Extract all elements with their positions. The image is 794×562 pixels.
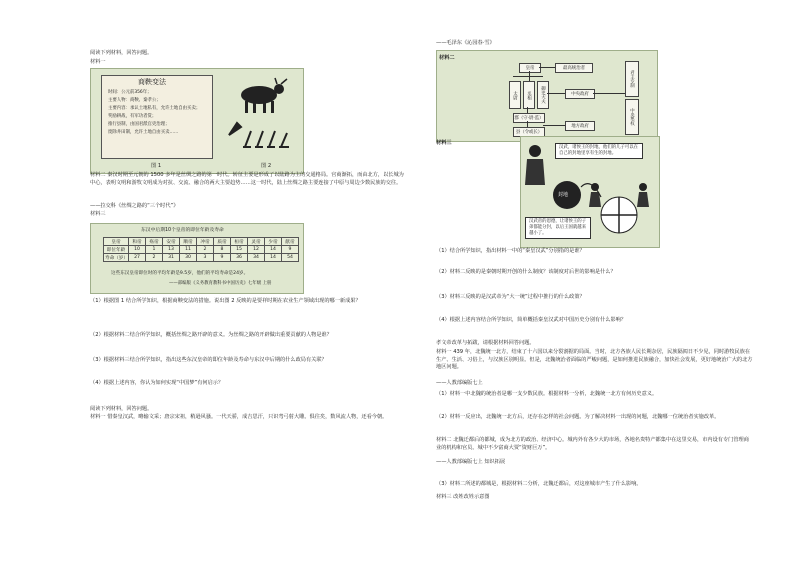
qin-political-system-diagram xyxy=(436,50,658,142)
ox-icon xyxy=(241,78,287,113)
section-3-material-1: 材料一 439 年，北魏统一北方，结束了十六国以来分裂割据的局面。当时，北方各族人民长期杂居，民族隔阂日不少见，同时游牧民族在生产、生活、习俗上，与汉族区别明显。但是，北魏统治者面临的严峻问题，是如何推进民族融合，加快社会发展，更好地统治广大的北方地区问题。 xyxy=(436,349,753,371)
autocracy-box: 君主专制 xyxy=(625,61,639,97)
chancellor-box: 丞相 xyxy=(523,81,535,109)
right-question-2: （2）材料二反映的是秦朝时期开创的什么制度？该制度对后世的影响是什么？ xyxy=(436,269,616,275)
material-3-label: 材料三 xyxy=(90,211,106,217)
taiwei-box: 太尉 xyxy=(509,81,521,109)
speech-bubble-top: 汉武，诸侯王的封地，他们的儿子可以在自己的封地里享有生的封地。 xyxy=(555,143,643,159)
split-land-icon xyxy=(601,197,637,233)
fengdi-label: 封地 xyxy=(558,192,569,198)
table-row: 寿命（岁） 27 2 31 30 3 9 36 34 14 54 xyxy=(104,254,299,262)
scroll-line: 主要内容：承认土地私有，允许土地自由买卖； xyxy=(108,106,201,111)
speech-bubble-bottom: 汉武帝的恩德，让诸侯王的子弟都能分封，以后王国就越来越小了。 xyxy=(525,217,591,239)
scroll-image xyxy=(101,75,213,159)
poem-source: ——毛泽东《沁园春·雪》 xyxy=(436,40,495,46)
figure-shang-yang-reform xyxy=(90,68,304,174)
scroll-line: 废除井田制，允许土地自由买卖…… xyxy=(108,130,179,135)
central-government-box: 中央政府 xyxy=(565,89,595,99)
iron-plow-tools-icon xyxy=(229,123,289,147)
table-note: 这些东汉皇帝即位时的平均年龄是9.5岁，他们的平均寿命是24岁。 xyxy=(111,271,249,276)
ox-and-tools-image xyxy=(221,75,299,161)
supreme-ruler-box: 最高统治者 xyxy=(555,63,593,73)
right-question-1: （1）结合所学知识，指出材料一中的“秦皇汉武”分别指的是谁？ xyxy=(436,248,585,254)
section-3-question-3: （3）材料二所述的都城是，根据材料二分析，北魏迁都后，对这座城市产生了什么影响。 xyxy=(436,481,642,487)
intro-text: 阅读下列材料，回答问题。 xyxy=(90,50,153,56)
cartoon-figures-image xyxy=(521,137,659,247)
figure-1-caption: 图 1 xyxy=(151,163,162,169)
emperor-table xyxy=(103,237,299,262)
centralization-box: 中央集权 xyxy=(625,99,639,135)
section-2-material-1: 材料一 惜秦皇汉武，略输文采；唐宗宋祖，稍逊风骚。一代天骄，成吉思汗，只识弯弓射大雕。俱往矣，数风流人物，还看今朝。 xyxy=(90,414,388,420)
table-title: 东汉中后期10个皇帝的即位年龄及寿命 xyxy=(141,228,224,233)
section-3-material-2: 材料二 北魏迁都后的都城，成为北方的政治、经济中心。城内外有各少大的市场，各地名贵特产都集中在这里交易，市内设有专门管理商业的机构和官员。城中不少富商大贾“资财巨万”。 xyxy=(436,437,749,451)
question-3: （3）根据材料三结合所学知识，指出这些东汉皇帝的即位年龄及寿命与东汉中后期的什么政局有关联？ xyxy=(90,357,327,363)
county-box: 县（令或长） xyxy=(513,127,545,137)
material-3-label-right: 材料三 xyxy=(436,140,452,146)
table-row: 皇帝 和帝 殇帝 安帝 顺帝 冲帝 质帝 桓帝 灵帝 少帝 献帝 xyxy=(104,238,299,246)
table-row: 即位年龄 10 1 13 11 2 8 15 12 14 9 xyxy=(104,246,299,254)
scroll-line: 主要人物：商鞅、秦孝公； xyxy=(108,98,161,103)
emperor-box: 皇帝 xyxy=(519,63,541,73)
question-1: （1）根据图 1 结合所学知识，根据商鞅变法的措施。说出图 2 反映的是要祥时期在农业生产领域出现的哪一新成果？ xyxy=(90,298,361,304)
material-2-text: 材料二 秦汉时期至元朝的 1500 多年是丝绸之路的第一时代。转征主要是形成了以陆路为主的交通格局。官商渐拓，而由北方，以长城为中心，表明文明和游牧文明成为对抗、交流、融合的两大主要趋势……这一时代，陆上丝绸之路主要连接了中原与周边少数民族的交往。 xyxy=(90,172,404,186)
question-4: （4）根据上述内容，你认为如何实现“中国梦”有何启示？ xyxy=(90,380,224,386)
scroll-line: 推行县制，由国君派官吏治理； xyxy=(108,122,170,127)
scroll-title: 商鞅变法 xyxy=(138,78,166,86)
section-3-intro: 孝文帝改革与拓跋，请根据材料回答问题。 xyxy=(436,340,535,346)
commandery-box: 郡（守·尉·监） xyxy=(513,113,545,123)
emperor-age-table-figure xyxy=(90,223,304,294)
tuien-ling-cartoon xyxy=(520,136,660,248)
scroll-line: 时间：公元前356年； xyxy=(108,90,152,95)
section-2-intro: 阅读下列材料，回答问题。 xyxy=(90,406,153,412)
section-3-source-2: ——人教部编版七上 知识拓展 xyxy=(436,459,506,465)
censor-box: 御史大夫 xyxy=(537,81,549,109)
material-1-label: 材料一 xyxy=(90,59,106,65)
material-2-label: 材料二 xyxy=(439,55,455,61)
figure-2-caption: 图 2 xyxy=(261,163,272,169)
emperor-figure-icon xyxy=(525,145,545,185)
local-government-box: 地方政府 xyxy=(565,121,595,131)
right-question-3: （3）材料三反映的是汉武帝为“大一统”过程中推行的什么政策？ xyxy=(436,294,585,300)
material-2-source: ——拉交科《丝绸之路的“三个时代”》 xyxy=(90,203,179,209)
section-3-question-2: （2）材料一反应出，北魏统一北方后，还存在怎样的社会问题。为了解决材料一出现的问题，北魏哪一位统治者实施改革。 xyxy=(436,414,720,420)
question-2: （2）根据材料二结合所学知识，概括丝绸之路开辟的意义。为丝绸之路的开辟做出重要贡献的人物是谁？ xyxy=(90,332,332,338)
section-3-question-1: （1）材料一中北魏的统治者是哪一支少数民族。根据材料一分析，北魏统一北方有何历史意义。 xyxy=(436,391,658,397)
scroll-line: 奖励耕战，有军功者赏； xyxy=(108,114,157,119)
table-source: ——部编版《义务教育教科书中国历史》七年级 上册 xyxy=(169,281,272,286)
section-3-source-1: ——人教部编版七上 xyxy=(436,380,483,386)
section-3-material-3-title: 材料三 改姓改姓示意图 xyxy=(436,494,490,500)
right-question-4: （4）根据上述内容结合所学知识，简单概括秦皇汉武对中国历史分别有什么影响？ xyxy=(436,317,627,323)
